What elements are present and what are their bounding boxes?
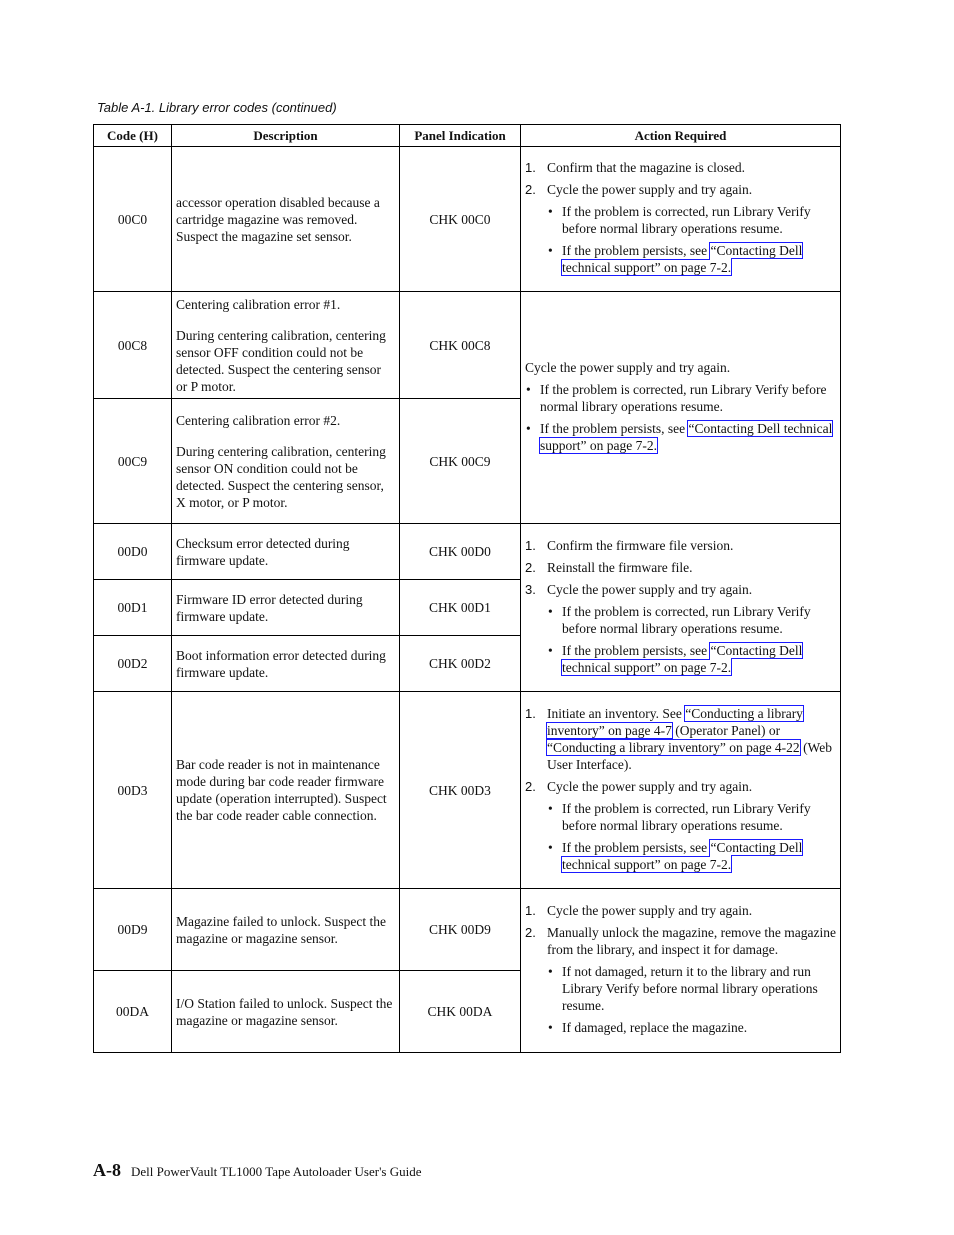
action-bullet: • If the problem persists, see “Contacting Dell technical support” on page 7-2. (525, 420, 838, 454)
error-description (172, 524, 400, 580)
table-row (94, 889, 841, 971)
panel-indication: CHK 00D0 (400, 524, 521, 580)
description-text: Checksum error detected during firmware update. (176, 535, 350, 568)
action-steps (525, 705, 838, 873)
action-bullets (525, 381, 838, 454)
action-text: Cycle the power supply and try again. (525, 359, 731, 375)
error-code: 00C0 (94, 147, 172, 292)
conducting-inventory-web-link[interactable]: “Conducting a library inventory” on page 4-22 (547, 739, 800, 755)
action-steps (525, 159, 838, 276)
header-panel-indication: Panel Indication (400, 125, 521, 147)
error-code: 00D1 (94, 580, 172, 636)
panel-indication: CHK 00D3 (400, 692, 521, 889)
error-description (172, 889, 400, 971)
contacting-support-link[interactable]: “Contacting Dell technical support” on page 7-2. (562, 839, 803, 872)
description-text: During centering calibration, centering sensor OFF condition could not be detected. Suspect the centering sensor or P motor. (176, 327, 386, 394)
action-step: 2. Cycle the power supply and try again. • If the problem is corrected, run Library Verify before normal library operations resume. • If the problem persists, see “Contacting Dell technical support” on page 7-2. (525, 778, 838, 873)
header-code: Code (H) (94, 125, 172, 147)
error-code: 00C9 (94, 399, 172, 524)
panel-indication: CHK 00D2 (400, 636, 521, 692)
action-step: 3. Cycle the power supply and try again. • If the problem is corrected, run Library Verify before normal library operations resume. • If the problem persists, see “Contacting Dell technical support” on page 7-2. (525, 581, 838, 676)
description-text: accessor operation disabled because a cartridge magazine was removed. Suspect the magazine set sensor. (176, 194, 380, 244)
panel-indication: CHK 00C9 (400, 399, 521, 524)
description-text: Firmware ID error detected during firmware update. (176, 591, 363, 624)
action-required (521, 292, 841, 524)
error-code: 00C8 (94, 292, 172, 399)
error-description (172, 292, 400, 399)
description-text: Magazine failed to unlock. Suspect the magazine or magazine sensor. (176, 913, 386, 946)
contacting-support-link[interactable]: “Contacting Dell technical support” on page 7-2. (540, 420, 833, 453)
action-bullet: • If the problem is corrected, run Library Verify before normal library operations resume. (525, 381, 838, 415)
error-description (172, 692, 400, 889)
page-number: A-8 (93, 1160, 121, 1180)
action-required (521, 147, 841, 292)
description-text: During centering calibration, centering sensor ON condition could not be detected. Suspect the centering sensor, X motor, or P motor. (176, 443, 386, 510)
action-bullet: • If the problem is corrected, run Library Verify before normal library operations resume. (547, 203, 838, 237)
error-code: 00DA (94, 971, 172, 1053)
action-bullet: • If the problem is corrected, run Library Verify before normal library operations resume. (547, 603, 838, 637)
action-bullet: • If the problem persists, see “Contacting Dell technical support” on page 7-2. (547, 642, 838, 676)
error-code: 00D9 (94, 889, 172, 971)
error-code: 00D3 (94, 692, 172, 889)
action-bullet: • If damaged, replace the magazine. (547, 1019, 838, 1036)
panel-indication: CHK 00D9 (400, 889, 521, 971)
contacting-support-link[interactable]: “Contacting Dell technical support” on page 7-2. (562, 642, 803, 675)
action-step: 2. Manually unlock the magazine, remove the magazine from the library, and inspect it for damage. • If not damaged, return it to the library and run Library Verify before normal library operations resume. • If damaged, replace the magazine. (525, 924, 838, 1036)
action-step: 1. Confirm that the magazine is closed. (525, 160, 745, 175)
action-step: 1. Cycle the power supply and try again. (525, 903, 753, 918)
action-bullet: • If the problem persists, see “Contacting Dell technical support” on page 7-2. (547, 839, 838, 873)
header-action-required: Action Required (521, 125, 841, 147)
error-code: 00D0 (94, 524, 172, 580)
table-row (94, 524, 841, 580)
panel-indication: CHK 00C0 (400, 147, 521, 292)
action-steps (525, 537, 838, 676)
description-text: Centering calibration error #1. (176, 296, 341, 312)
action-required (521, 889, 841, 1053)
error-codes-table (93, 124, 841, 1053)
table-row (94, 692, 841, 889)
action-step: 1. Initiate an inventory. See “Conducting a library inventory” on page 4-7 (Operator Panel) or “Conducting a library inventory” on page 4-22 (Web User Interface). (525, 705, 832, 772)
table-header-row (94, 125, 841, 147)
action-bullet: • If the problem persists, see “Contacting Dell technical support” on page 7-2. (547, 242, 838, 276)
conducting-inventory-link[interactable]: “Conducting a library inventory” on page 4-7 (547, 705, 803, 738)
action-required (521, 524, 841, 692)
error-description (172, 580, 400, 636)
error-code: 00D2 (94, 636, 172, 692)
contacting-support-link[interactable]: “Contacting Dell technical support” on page 7-2. (562, 243, 803, 275)
description-text: Centering calibration error #2. (176, 412, 341, 428)
action-bullet: • If not damaged, return it to the library and run Library Verify before normal library operations resume. (547, 963, 838, 1014)
table-row (94, 292, 841, 399)
error-description (172, 971, 400, 1053)
action-bullet: • If the problem is corrected, run Library Verify before normal library operations resume. (547, 800, 838, 834)
error-description (172, 636, 400, 692)
table-caption: Table A-1. Library error codes (continued) (97, 100, 337, 115)
description-text: I/O Station failed to unlock. Suspect the magazine or magazine sensor. (176, 995, 393, 1028)
description-text: Boot information error detected during firmware update. (176, 647, 386, 680)
panel-indication: CHK 00D1 (400, 580, 521, 636)
action-steps (525, 902, 838, 1036)
header-description: Description (172, 125, 400, 147)
book-title: Dell PowerVault TL1000 Tape Autoloader User's Guide (131, 1164, 422, 1179)
panel-indication: CHK 00DA (400, 971, 521, 1053)
table-row (94, 147, 841, 292)
action-required (521, 692, 841, 889)
error-description (172, 147, 400, 292)
description-text: Bar code reader is not in maintenance mode during bar code reader firmware update (operation interrupted). Suspect the bar code reader cable connection. (176, 757, 387, 823)
page-footer (93, 1160, 422, 1181)
action-step: 1. Confirm the firmware file version. (525, 537, 734, 553)
error-description (172, 399, 400, 524)
action-step: 2. Cycle the power supply and try again. • If the problem is corrected, run Library Verify before normal library operations resume. • If the problem persists, see “Contacting Dell technical support” on page 7-2. (525, 181, 838, 276)
panel-indication: CHK 00C8 (400, 292, 521, 399)
action-step: 2. Reinstall the firmware file. (525, 559, 693, 575)
